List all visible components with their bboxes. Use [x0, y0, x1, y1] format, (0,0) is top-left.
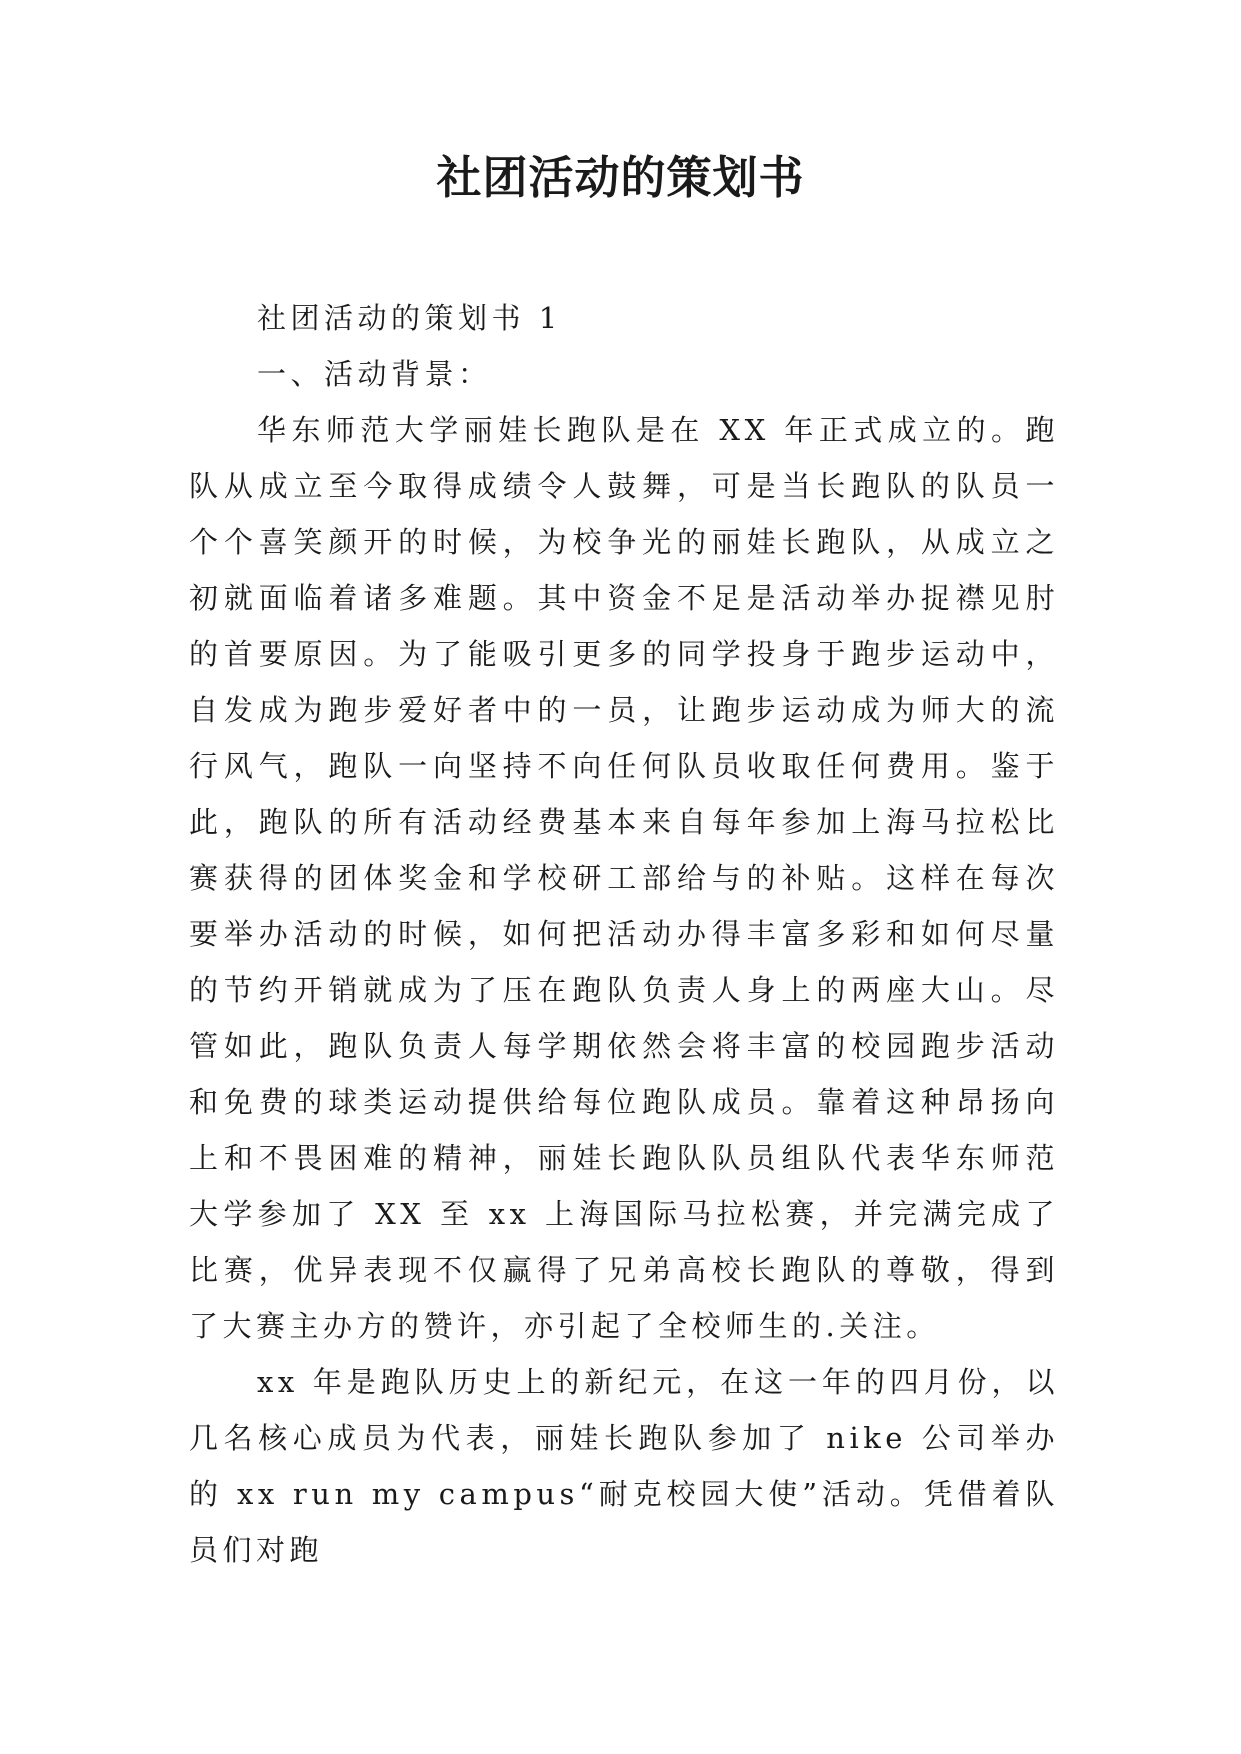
- body-paragraph: xx 年是跑队历史上的新纪元，在这一年的四月份，以几名核心成员为代表，丽娃长跑队参加了 nike 公司举办的 xx run my campus“耐克校园大使”活动。凭借着队员们对跑: [189, 1365, 1059, 1567]
- body-paragraph: 华东师范大学丽娃长跑队是在 XX 年正式成立的。跑队从成立至今取得成绩令人鼓舞，可是当长跑队的队员一个个喜笑颜开的时候，为校争光的丽娃长跑队，从成立之初就面临着诸多难题。其中资金不足是活动举办捉襟见肘的首要原因。为了能吸引更多的同学投身于跑步运动中，自发成为跑步爱好者中的一员，让跑步运动成为师大的流行风气，跑队一向坚持不向任何队员收取任何费用。鉴于此，跑队的所有活动经费基本来自每年参加上海马拉松比赛获得的团体奖金和学校研工部给与的补贴。这样在每次要举办活动的时候，如何把活动办得丰富多彩和如何尽量的节约开销就成为了压在跑队负责人身上的两座大山。尽管如此，跑队负责人每学期依然会将丰富的校园跑步活动和免费的球类运动提供给每位跑队成员。靠着这种昂扬向上和不畏困难的精神，丽娃长跑队队员组队代表华东师范大学参加了 XX 至 xx 上海国际马拉松赛，并完满完成了比赛，优异表现不仅赢得了兄弟高校长跑队的尊敬，得到了大赛主办方的赞许，亦引起了全校师生的.关注。: [189, 413, 1059, 1343]
- document-title: 社团活动的策划书: [436, 151, 805, 204]
- document-subtitle: 社团活动的策划书 1: [257, 301, 562, 335]
- document-body: [189, 290, 1059, 1578]
- section-heading: 一、活动背景：: [257, 357, 492, 391]
